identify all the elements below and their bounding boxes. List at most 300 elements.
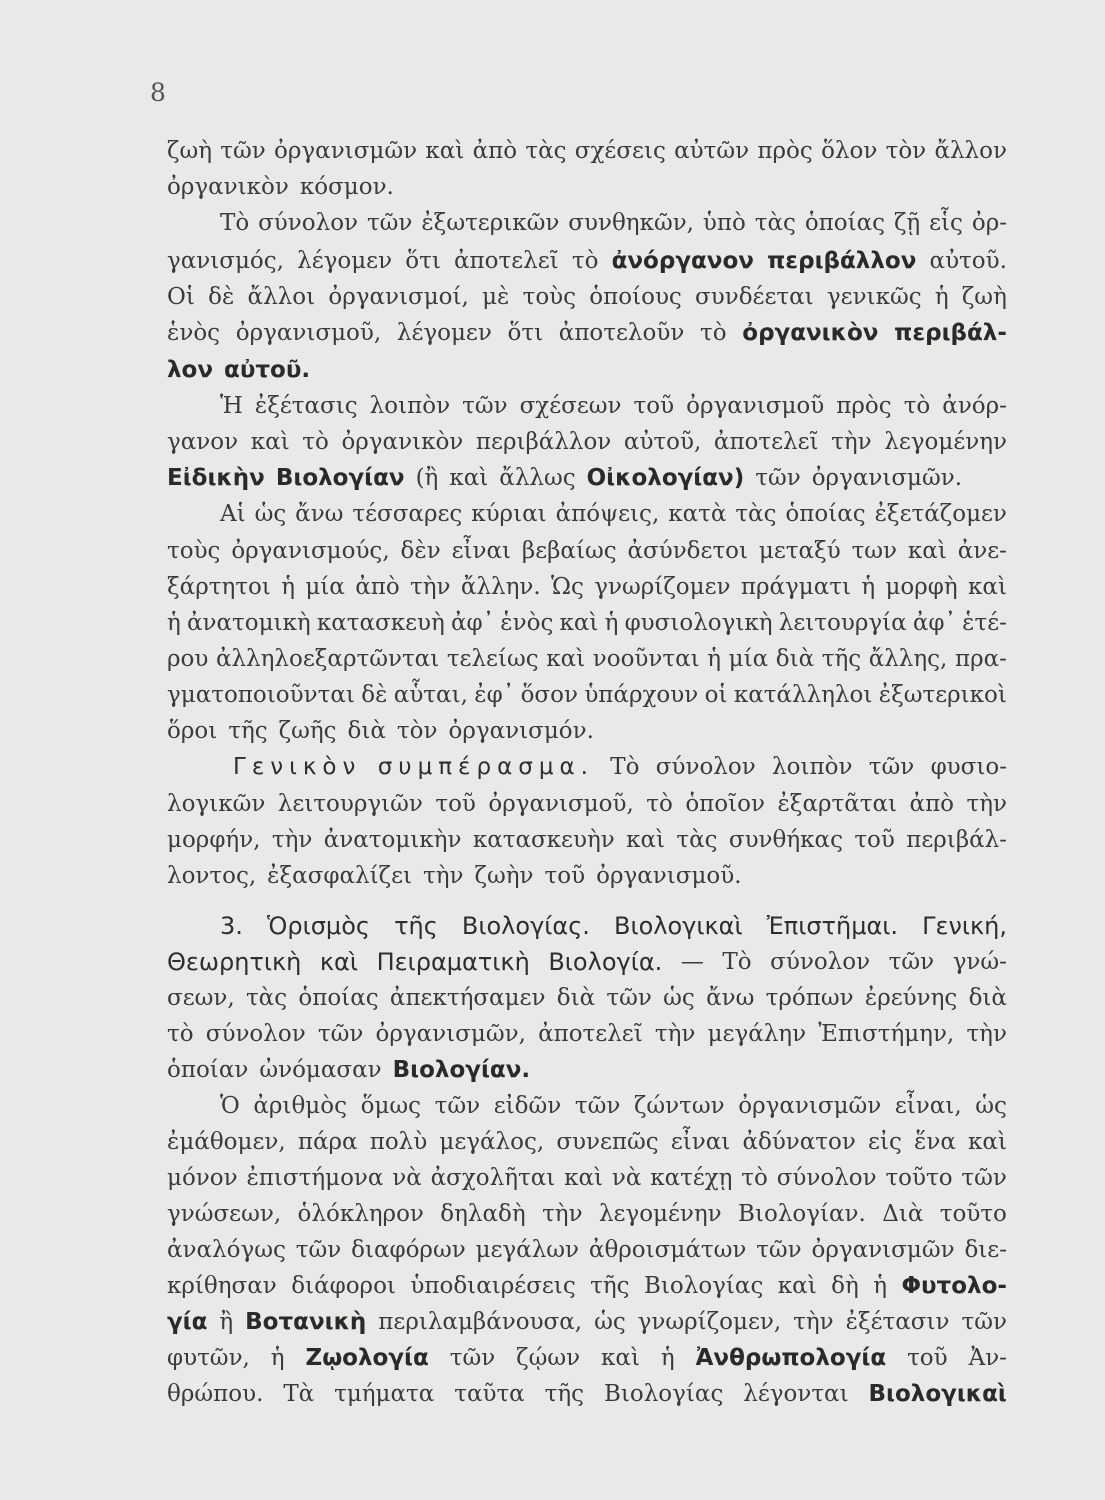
word: δηλαδὴ (440, 1201, 526, 1227)
word: ἡ (873, 1273, 888, 1299)
text-line (167, 1271, 1007, 1302)
word: ὀργανισμοῦ, (235, 320, 382, 346)
word: γανισμός, (167, 248, 284, 274)
word: Θεωρητικὴ (167, 948, 302, 976)
word: τὰς (676, 827, 718, 853)
word: ἐξέτασις (254, 393, 358, 419)
word: τοῦ (544, 863, 586, 889)
word: διὰ (968, 985, 1007, 1011)
text-line (167, 1199, 1007, 1230)
word: Οἰκολογίαν) (586, 465, 745, 491)
word: Βιολογίαν. (738, 1201, 866, 1227)
word: τέσσαρες (352, 501, 463, 527)
word: γνώσεων, (167, 1201, 282, 1227)
word: Φυτολο- (901, 1273, 1007, 1299)
word: Βιολογίαν (275, 465, 405, 491)
word: ἀθροισμάτων (588, 1237, 747, 1263)
word: τελείως (446, 646, 539, 672)
word: ὅλον (821, 138, 878, 164)
word: Ζῳολογία (305, 1345, 429, 1371)
word: λέγομεν (396, 320, 492, 346)
word: Βιολογία. (548, 948, 663, 976)
word: τοῦ (907, 1345, 948, 1371)
text-line (167, 1163, 1007, 1194)
word: ζῴων (516, 1345, 581, 1371)
word: ἀνόρ- (942, 393, 1007, 419)
word: ἐφ᾽ (474, 682, 515, 708)
word: γνώ- (952, 949, 1007, 975)
word: διὰ (556, 985, 596, 1011)
word: τοῦ (435, 791, 476, 817)
word: Γενικὸν (233, 754, 362, 780)
word: ἐξέτασιν (845, 1309, 950, 1335)
word: Τὰ (283, 1381, 315, 1407)
word: ὑποδιαιρέσεις (410, 1273, 576, 1299)
word: τὴν (793, 1309, 834, 1335)
word: μία (305, 574, 345, 600)
word: των (851, 538, 898, 564)
word: φυσιο- (930, 754, 1007, 780)
word: ἀνόργανον (611, 248, 754, 274)
word: ὡς (975, 1093, 1007, 1119)
word: νὰ (392, 1165, 422, 1191)
word: ὀργανισμῶν, (375, 1021, 526, 1047)
word: εἶναι (451, 538, 512, 564)
word: συμπέρασμα. (377, 754, 594, 780)
word: ὀργανικὸν (742, 320, 879, 346)
word: περιβάλ- (894, 320, 1007, 346)
text-line (167, 1055, 1007, 1086)
word: λέγονται (743, 1381, 849, 1407)
text-line (167, 536, 1007, 567)
word: καὶ (626, 827, 666, 853)
word: Ἡ (220, 393, 243, 419)
word: Γενική, (922, 912, 1007, 940)
word: τὸ (646, 791, 673, 817)
word: συνεπῶς (556, 1129, 659, 1155)
word: ὀργανισμῶν. (811, 465, 963, 491)
word: ὀργανικὸν (167, 174, 289, 200)
word: περιβάλλον (475, 429, 612, 455)
word: καὶ (250, 429, 290, 455)
word: γνωρίζομεν (594, 574, 731, 600)
word: ὀρ- (971, 210, 1007, 236)
word: καὶ (425, 138, 465, 164)
word: ἀριθμὸς (253, 1093, 347, 1119)
word: τοὺς (522, 284, 577, 310)
word: τῆς (394, 912, 438, 940)
word: ἀναλόγως (167, 1237, 286, 1263)
word: τὸ (167, 1021, 194, 1047)
word: μόνον (167, 1165, 238, 1191)
word: νοοῦνται (592, 646, 700, 672)
word: λεγομένην (884, 429, 1007, 455)
text-line (167, 947, 1007, 978)
word: νὰ (611, 1165, 642, 1191)
word: τῶν (366, 210, 413, 236)
word: γνωρίζομεν, (637, 1309, 782, 1335)
word: Βοτανικὴ (245, 1309, 367, 1335)
text-line (220, 911, 1007, 942)
word: μεγάλος, (439, 1129, 545, 1155)
word: Ἀν- (968, 1345, 1007, 1371)
word: μεγάλην (707, 1021, 807, 1047)
word: ἄνω (706, 985, 755, 1011)
text-line (167, 1127, 1007, 1158)
word: ἀδύνατον (742, 1129, 856, 1155)
word: τῆς (821, 646, 862, 672)
word: αὐτοῦ. (929, 248, 1007, 274)
word: Τὸ (610, 754, 640, 780)
word: τὸν (396, 718, 438, 744)
word: ἄλλον (934, 138, 1007, 164)
word: ἀπόψεις, (555, 501, 660, 527)
text-line (167, 825, 1007, 856)
word: καὶ (968, 574, 1007, 600)
word: τῶν (888, 949, 935, 975)
word: τῶν (295, 1237, 342, 1263)
word: ὀργανισμοῦ. (596, 863, 742, 889)
word: εἰδῶν (493, 1093, 562, 1119)
word: ὀργανικὸν (341, 429, 464, 455)
word: ὀργανισμούς, (231, 538, 390, 564)
word: φυτῶν, (167, 1345, 250, 1371)
word: τὴν (831, 429, 872, 455)
word: Ὡς (551, 574, 584, 600)
word: τὰς (525, 138, 567, 164)
word: ἀνατομικὴ (186, 610, 311, 636)
word: ἀποτελεῖ (713, 429, 819, 455)
word: καὶ (968, 1129, 1007, 1155)
word: ἐξαρτᾶται (777, 791, 898, 817)
word: τὸ (700, 320, 727, 346)
word: Ὁρισμὸς (267, 912, 370, 940)
text-line (167, 608, 1007, 639)
word: Ἐπιστήμην, (818, 1021, 955, 1047)
word: τὴν (966, 1021, 1007, 1047)
word: ἀποτελοῦν (558, 320, 685, 346)
word: διαφόρων (351, 1237, 466, 1263)
word: Τὸ (220, 210, 250, 236)
word: μορφήν, (167, 827, 261, 853)
word: συνδέεται (695, 284, 814, 310)
word: ἄνω (295, 501, 344, 527)
word: μία (728, 646, 769, 672)
word: ἡ (934, 284, 949, 310)
word: ἀνατομικὴν (323, 827, 462, 853)
word: ἑτέ- (962, 610, 1007, 636)
word: ὁποίας (785, 501, 866, 527)
word: κόσμον. (299, 174, 394, 200)
word: καὶ (601, 1345, 640, 1371)
word: εἷς (929, 210, 963, 236)
word: γενικῶς (826, 284, 922, 310)
word: σύνολον (205, 1021, 306, 1047)
text-line (167, 644, 1007, 675)
word: — (680, 949, 704, 975)
word: ἀσχολῆται (430, 1165, 556, 1191)
word: τμήματα (334, 1381, 435, 1407)
word: ταῦτα (454, 1381, 525, 1407)
word: τὴν (423, 863, 464, 889)
word: ὅτι (405, 248, 441, 274)
word: τοῦ (633, 393, 675, 419)
word: ὠνόμασαν (259, 1057, 382, 1083)
word: κατὰ (668, 501, 727, 527)
word: τὴν (271, 827, 313, 853)
word: Βιολογίας. (461, 912, 590, 940)
word: ἐμάθομεν, (167, 1129, 286, 1155)
word: πρα- (954, 646, 1007, 672)
word: κατασκευὴν (472, 827, 615, 853)
word: τῶν (220, 138, 266, 164)
word: διὰ (775, 646, 815, 672)
word: ὁποίας (298, 985, 379, 1011)
word: σχέσεις (574, 138, 666, 164)
word: ὀργανισμῶν (811, 1237, 955, 1263)
word: ἕνα (914, 1129, 956, 1155)
word: σεων, (167, 985, 235, 1011)
word: συνθηκῶν, (568, 210, 694, 236)
text-line (167, 789, 1007, 820)
word: τῶν (961, 1165, 1007, 1191)
word: καὶ (546, 646, 586, 672)
word: λειτουργιῶν (277, 791, 423, 817)
word: ὁλόκληρον (297, 1201, 424, 1227)
word: τρόπων (765, 985, 854, 1011)
word: κατάλληλοι (733, 682, 873, 708)
word: λοιπὸν (369, 393, 451, 419)
word: καὶ (777, 1273, 817, 1299)
word: ὅσον (520, 682, 578, 708)
word: λον (167, 357, 214, 383)
word: ὀργανισμοῦ (686, 393, 825, 419)
word: ἐξετάζομεν (874, 501, 1007, 527)
text-line (220, 1091, 1007, 1122)
word: ἐρεύνης (864, 985, 958, 1011)
text-line (167, 282, 1007, 313)
word: πρὸς (757, 138, 813, 164)
word: ἀπεκτήσαμεν (389, 985, 546, 1011)
word: πράγματι (740, 574, 851, 600)
word: πολὺ (369, 1129, 428, 1155)
word: τῶν (868, 754, 915, 780)
word: ὅτι (507, 320, 544, 346)
word: ἄλλην. (460, 574, 541, 600)
word: συνθήκας (728, 827, 843, 853)
word: ἐξασφαλίζει (267, 863, 413, 889)
word: τοῦτο (939, 1201, 1007, 1227)
word: τὰς (754, 210, 796, 236)
word: ἑνὸς (500, 610, 554, 636)
word: κατέχῃ (650, 1165, 733, 1191)
word: καὶ (564, 1165, 604, 1191)
word: αὗται, (393, 682, 468, 708)
word: τοῦτο (885, 1165, 953, 1191)
word: μορφὴ (885, 574, 958, 600)
word: λειτουργία (778, 610, 907, 636)
word: γματοποιοῦνται (167, 682, 355, 708)
word: τοῦ (854, 827, 895, 853)
word: ἀσύνδετοι (627, 538, 749, 564)
text-line (220, 499, 1007, 530)
word: ὀργανισμοῦ, (488, 791, 634, 817)
word: διε- (964, 1237, 1007, 1263)
word: Πειραματικὴ (376, 948, 530, 976)
word: δὴ (831, 1273, 859, 1299)
word: τὰς (735, 501, 777, 527)
word: μεταξύ (758, 538, 841, 564)
word: τῆς (590, 1273, 630, 1299)
word: Τὸ (722, 949, 752, 975)
text-line (220, 391, 1007, 422)
word: δὲ (361, 682, 388, 708)
word: ὀργανισμῶν (738, 1093, 882, 1119)
word: σύνολον (655, 754, 756, 780)
word: τὸ (741, 1165, 768, 1191)
word: γανον (167, 429, 239, 455)
word: κρίθησαν (167, 1273, 277, 1299)
word: φυσιολογικὴ (624, 610, 773, 636)
word: ὁποίας (804, 210, 886, 236)
word: λοιπὸν (772, 754, 853, 780)
word: τῶν (961, 1309, 1007, 1335)
word: ἄλλοι (247, 284, 316, 310)
text-line (167, 1019, 1007, 1050)
word: τὸ (571, 248, 599, 274)
word: τὴν (654, 1021, 696, 1047)
word: ἡ (604, 610, 619, 636)
word: καὶ (319, 948, 358, 976)
word: λοντος, (167, 863, 257, 889)
word: τῶν (606, 985, 652, 1011)
word: τὴν (410, 574, 451, 600)
word: γία (167, 1309, 208, 1335)
word: ἡ (660, 1345, 675, 1371)
word: ὑπάρχουν (584, 682, 699, 708)
word: τῶν (462, 393, 508, 419)
word: τὸ (903, 393, 931, 419)
word: ἀλληλοεξαρτῶνται (215, 646, 440, 672)
text-line (167, 716, 1007, 747)
word: καὶ (907, 538, 947, 564)
word: τῶν (449, 1345, 496, 1371)
word: εἶναι, (894, 1093, 962, 1119)
word: ὡς (594, 1309, 626, 1335)
word: ὅμως (360, 1093, 422, 1119)
word: σχέσεων (519, 393, 622, 419)
text-line (167, 172, 1007, 203)
word: ὀργανισμῶν (274, 138, 418, 164)
page-number: 8 (150, 78, 166, 107)
word: Ἐπιστῆμαι. (766, 912, 899, 940)
word: ἀνε- (957, 538, 1007, 564)
word: ἡ (270, 1345, 285, 1371)
word: μεγάλων (475, 1237, 580, 1263)
word: περιβάλ- (906, 827, 1007, 853)
word: Αἱ (220, 501, 246, 527)
text-line (167, 1343, 1007, 1374)
word: ὁποῖον (685, 791, 765, 817)
text-line (167, 427, 1007, 458)
word: λογικῶν (167, 791, 266, 817)
word: τὸν (885, 138, 927, 164)
text-line (233, 752, 1007, 783)
word: ἀπὸ (472, 138, 518, 164)
word: ὡς (663, 985, 695, 1011)
text-line (167, 318, 1007, 349)
word: διὰ (347, 718, 386, 744)
word: σύνολον (770, 949, 871, 975)
word: ἐξωτερικῶν (421, 210, 560, 236)
word: λέγομεν (297, 248, 393, 274)
word: αὐτῶν (674, 138, 750, 164)
word: ὁποίους (589, 284, 682, 310)
word: ἀφ᾽ (450, 610, 495, 636)
word: ὅροι (167, 718, 218, 744)
word: διάφοροι (291, 1273, 396, 1299)
word: πρὸς (836, 393, 892, 419)
word: θρώπου. (167, 1381, 264, 1407)
word: σύνολον (776, 1165, 877, 1191)
word: 3. (220, 912, 243, 940)
word: τῶν (434, 1093, 481, 1119)
word: Βιολογικαὶ (614, 912, 743, 940)
word: σύνολον (258, 210, 359, 236)
text-line (167, 861, 1007, 892)
word: (ἢ (415, 465, 439, 491)
word: ζωῆς (278, 718, 337, 744)
word: καὶ (559, 610, 599, 636)
word: ρου (167, 646, 209, 672)
text-line (167, 680, 1007, 711)
word: ἑνὸς (167, 320, 221, 346)
word: Βιολογικαὶ (868, 1381, 1007, 1407)
word: τοὺς (167, 538, 221, 564)
word: εἶναι (670, 1129, 731, 1155)
word: ζωὴ (961, 284, 1007, 310)
word: ἀπὸ (909, 791, 955, 817)
word: βεβαίως (521, 538, 617, 564)
text-line (220, 208, 1007, 239)
word: τῶν (317, 1021, 364, 1047)
text-line (167, 983, 1007, 1014)
word: τὰς (245, 985, 288, 1011)
text-line (167, 1307, 1007, 1338)
word: ἄλλως (499, 465, 576, 491)
word: ἀποτελεῖ (538, 1021, 643, 1047)
word: ζώντων (633, 1093, 725, 1119)
word: περιλαμβάνουσα, (378, 1309, 583, 1335)
word: ζωὴν (474, 863, 534, 889)
word: ἀπὸ (355, 574, 400, 600)
text-line (167, 1379, 1007, 1410)
text-line (167, 572, 1007, 603)
word: λεγομένην (598, 1201, 722, 1227)
word: ἀφ᾽ (912, 610, 956, 636)
word: τῆς (544, 1381, 585, 1407)
word: Διὰ (882, 1201, 924, 1227)
word: ὑπὸ (702, 210, 746, 236)
word: ὀργανισμόν. (448, 718, 594, 744)
word: ἡ (167, 610, 181, 636)
word: ὀργανισμοί, (328, 284, 469, 310)
word: Ἀνθρωπολογία (695, 1345, 887, 1371)
word: εἰς (868, 1129, 902, 1155)
word: τὴν (542, 1201, 583, 1227)
word: ζωὴ (167, 138, 213, 164)
text-line (167, 136, 1007, 167)
